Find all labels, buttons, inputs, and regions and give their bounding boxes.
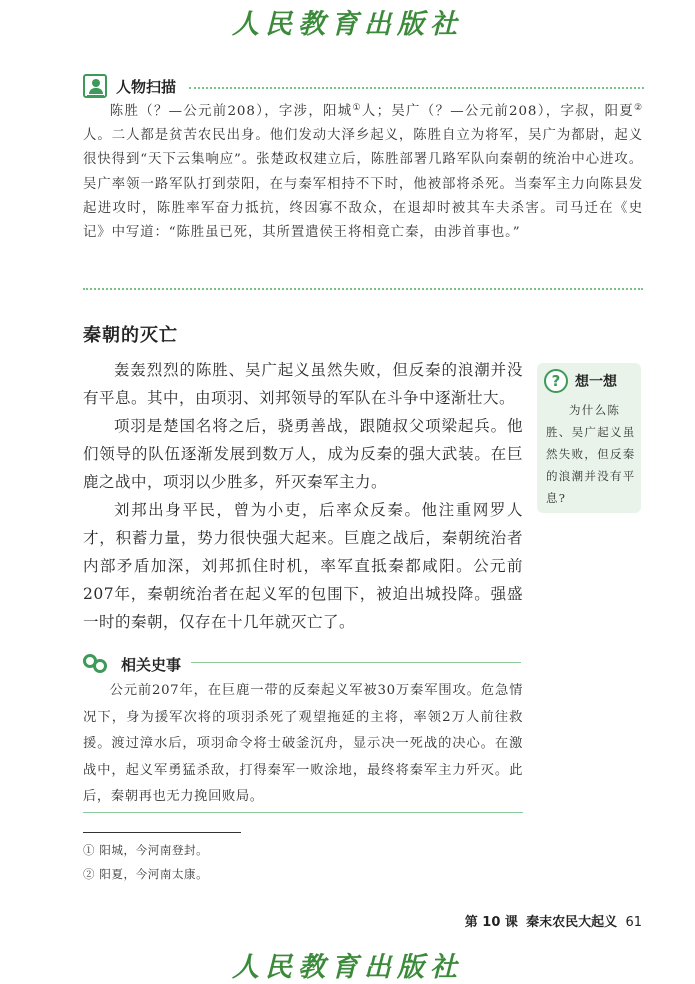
history-bottom-rule	[83, 812, 523, 813]
page-number: 61	[625, 915, 642, 930]
person-scan-rule	[189, 87, 644, 89]
person-scan-text: 陈胜（？—公元前208），字涉，阳城①人；吴广（？—公元前208），字叔，阳夏②人。二人都是贫苦农民出身。他们发动大泽乡起义，陈胜自立为将军，吴广为都尉，起义很快得到“天下云集响应”。张楚政权建立后，陈胜部署几路军队向秦朝的统治中心进攻。吴广率领一路军队打到荥阳，在与秦军相持不下时，他被部将杀死。当秦军主力向陈县发起进攻时，陈胜率军奋力抵抗，终因寡不敌众，在退却时被其车夫杀害。司马迁在《史记》中写道：“陈胜虽已死，其所置遣侯王将相竟亡秦，由涉首事也。”	[83, 103, 644, 241]
think-question: 为什么陈胜、吴广起义虽然失败，但反秦的浪潮并没有平息?	[546, 403, 636, 505]
publisher-logo-top: 人民教育出版社	[232, 9, 463, 40]
paragraph: 轰轰烈烈的陈胜、吴广起义虽然失败，但反秦的浪潮并没有平息。其中，由项羽、刘邦领导的军队在斗争中逐渐壮大。	[83, 361, 523, 407]
footnote-ref-1: ①	[352, 103, 362, 113]
paragraph: 项羽是楚国名将之后，骁勇善战，跟随叔父项梁起兵。他们领导的队伍逐渐发展到数万人，成为反秦的强大武装。在巨鹿之战中，项羽以少胜多，歼灭秦军主力。	[83, 417, 523, 491]
person-scan-title: 人物扫描	[116, 78, 177, 96]
think-sidebar	[537, 363, 641, 513]
footnote-ref-2: ②	[634, 103, 644, 113]
publisher-logo-bottom: 人民教育出版社	[232, 952, 463, 983]
question-icon: ?	[544, 369, 568, 393]
history-text: 公元前207年，在巨鹿一带的反秦起义军被30万秦军围攻。危急情况下，身为援军次将的项羽杀死了观望拖延的主将，率领2万人前往救援。渡过漳水后，项羽命令将士破釜沉舟，显示决一死战的决心。在激战中，起义军勇猛杀敌，打得秦军一败涂地，最终将秦军主力歼灭。此后，秦朝再也无力挽回败局。	[83, 683, 523, 804]
footnote-1: ① 阳城，今河南登封。	[83, 843, 209, 857]
person-icon	[83, 74, 107, 98]
person-scan-divider	[83, 288, 643, 290]
footnote-2: ② 阳夏，今河南太康。	[83, 867, 209, 881]
think-title: 想一想	[575, 374, 617, 390]
section-body	[83, 356, 523, 636]
history-rule	[191, 662, 521, 663]
paragraph: 刘邦出身平民，曾为小吏，后率众反秦。他注重网罗人才，积蓄力量，势力很快强大起来。巨鹿之战后，秦朝统治者内部矛盾加深，刘邦抓住时机，率军直抵秦都咸阳。公元前207年，秦朝统治者在起义军的包围下，被迫出城投降。强盛一时的秦朝，仅存在十几年就灭亡了。	[83, 501, 523, 631]
history-title: 相关史事	[121, 656, 182, 674]
page-footer	[465, 911, 642, 930]
link-rings-icon	[83, 651, 109, 675]
footnote-rule	[83, 832, 241, 833]
person-scan-header	[83, 74, 643, 102]
history-header	[83, 651, 523, 677]
section-title: 秦朝的灭亡	[83, 325, 178, 346]
lesson-number: 第 10 课	[464, 915, 518, 930]
lesson-title: 秦末农民大起义	[526, 915, 618, 930]
